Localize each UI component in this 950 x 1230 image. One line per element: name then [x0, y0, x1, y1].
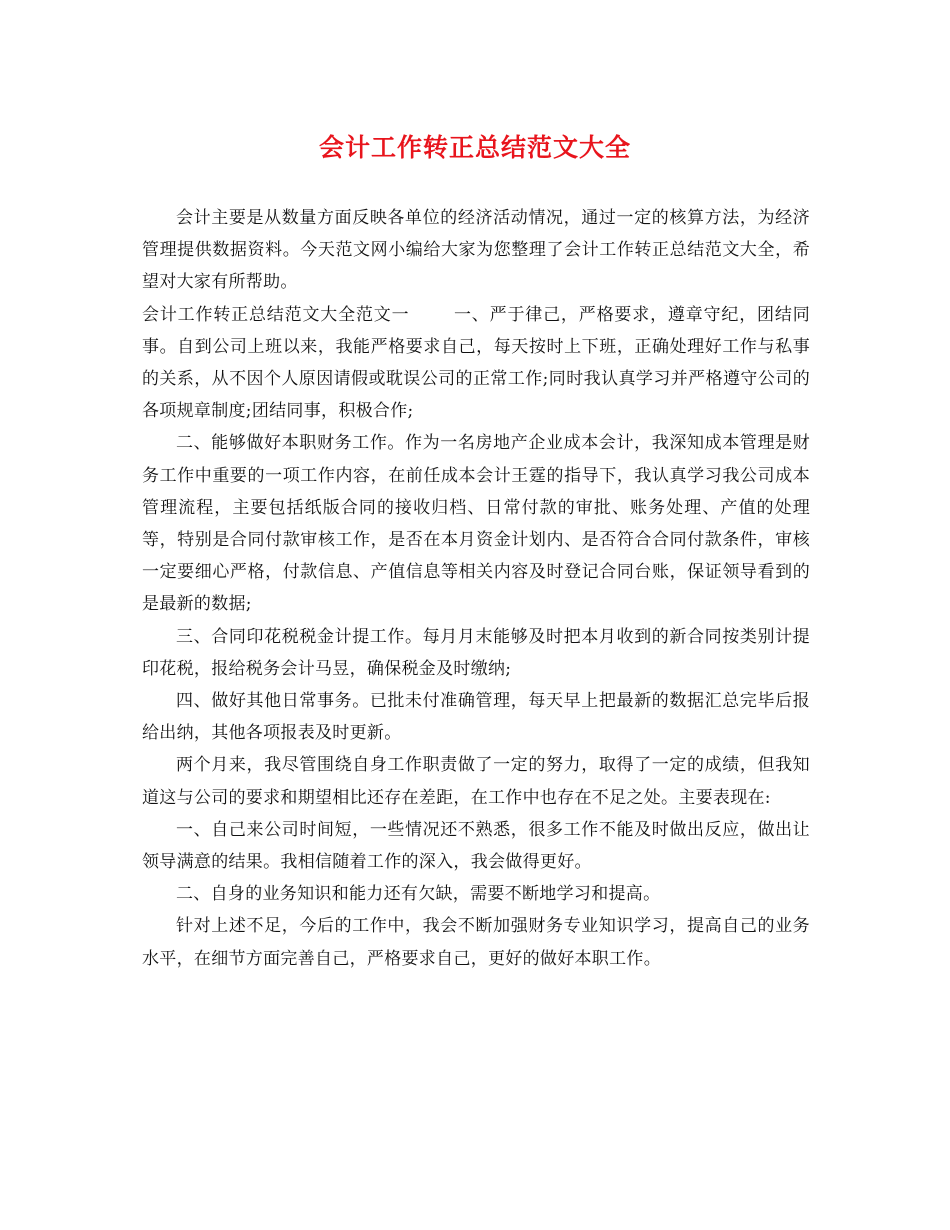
section-one-paragraph — [142, 299, 810, 428]
summary-paragraph: 两个月来，我尽管围绕自身工作职责做了一定的努力，取得了一定的成绩，但我知道这与公司的要求和期望相比还存在差距，在工作中也存在不足之处。主要表现在: — [142, 755, 810, 808]
section-heading: 会计工作转正总结范文大全范文一 — [142, 304, 410, 325]
shortcoming-one-paragraph: 一、自己来公司时间短，一些情况还不熟悉，很多工作不能及时做出反应，做出让领导满意的结果。我相信随着工作的深入，我会做得更好。 — [142, 819, 810, 873]
point-one-text: 一、严于律己，严格要求，遵章守纪，团结同事。自到公司上班以来，我能严格要求自己，每天按时上下班，正确处理好工作与私事的关系，从不因个人原因请假或耽误公司的正常工作;同时我认真学习并严格遵守公司的各项规章制度;团结同事，积极合作; — [142, 304, 811, 422]
intro-paragraph: 会计主要是从数量方面反映各单位的经济活动情况，通过一定的核算方法，为经济管理提供数据资料。今天范文网小编给大家为您整理了会计工作转正总结范文大全，希望对大家有所帮助。 — [142, 208, 810, 293]
point-four-paragraph: 四、做好其他日常事务。已批未付准确管理，每天早上把最新的数据汇总完毕后报给出纳，其他各项报表及时更新。 — [142, 691, 810, 744]
document-title: 会计工作转正总结范文大全 — [318, 133, 631, 162]
closing-paragraph: 针对上述不足，今后的工作中，我会不断加强财务专业知识学习，提高自己的业务水平，在细节方面完善自己，严格要求自己，更好的做好本职工作。 — [142, 916, 810, 969]
document-body — [142, 202, 810, 975]
point-two-paragraph: 二、能够做好本职财务工作。作为一名房地产企业成本会计，我深知成本管理是财务工作中重要的一项工作内容，在前任成本会计王霆的指导下，我认真学习我公司成本管理流程，主要包括纸版合同的接收归档、日常付款的审批、账务处理、产值的处理等，特别是合同付款审核工作，是否在本月资金计划内、是否符合合同付款条件，审核一定要细心严格，付款信息、产值信息等相关内容及时登记合同台账，保证领导看到的是最新的数据; — [142, 433, 810, 615]
shortcoming-two-paragraph: 二、自身的业务知识和能力还有欠缺，需要不断地学习和提高。 — [176, 884, 661, 905]
point-three-paragraph: 三、合同印花税税金计提工作。每月月末能够及时把本月收到的新合同按类别计提印花税，报给税务会计马昱，确保税金及时缴纳; — [142, 626, 810, 679]
